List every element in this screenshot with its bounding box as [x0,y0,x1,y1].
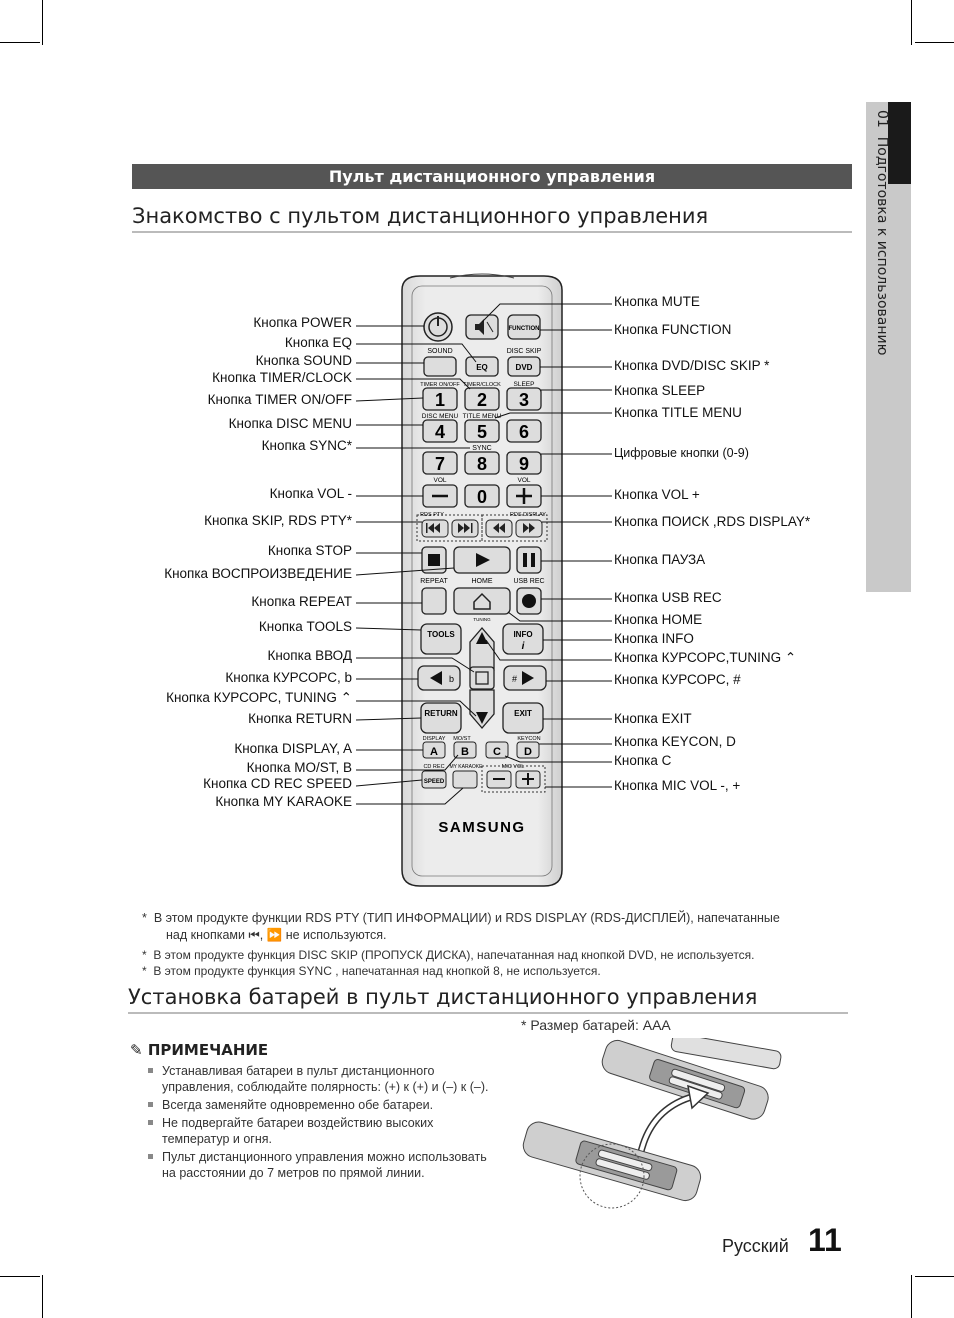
label-dvd-disc-skip: Кнопка DVD/DISC SKIP * [614,358,770,373]
label-function: Кнопка FUNCTION [614,322,732,337]
label-timer-on-off: Кнопка TIMER ON/OFF [207,392,352,407]
crop-mark [42,1275,43,1318]
section-bar: Пульт дистанционного управления [132,164,852,189]
pencil-icon: ✎ [130,1041,143,1059]
list-item: Всегда заменяйте одновременно обе батареи. [146,1097,496,1113]
speed-label: SPEED [423,779,445,785]
svg-text:i: i [521,641,525,652]
letter-c: C [493,746,501,758]
label-cursor-b: Кнопка КУРСОРС, b [225,670,352,685]
sync-label: SYNC [472,445,492,452]
notes-list [146,1063,496,1183]
label-info: Кнопка INFO [614,631,694,646]
label-exit: Кнопка EXIT [614,711,692,726]
display-label: DISPLAY [422,736,446,742]
label-vol-minus: Кнопка VOL - [269,486,352,501]
info-label: INFO [513,630,533,639]
repeat-label: REPEAT [420,578,448,585]
label-repeat: Кнопка REPEAT [251,594,352,609]
digit-3: 3 [518,390,530,410]
rds-display-label: RDS DISPLAY [510,512,546,518]
page-number: 11 [808,1222,842,1258]
digit-4: 4 [434,422,446,442]
vol-plus-label: VOL [517,477,531,484]
label-timer-clock: Кнопка TIMER/CLOCK [212,370,352,385]
label-enter: Кнопка ВВОД [267,648,352,663]
exit-label: EXIT [514,709,532,718]
digit-9: 9 [518,454,530,474]
footnote-sync: * В этом продукте функция SYNC , напечатанная над кнопкой 8, не используется. [142,964,601,978]
label-power: Кнопка POWER [253,315,352,330]
home-label: HOME [471,578,493,585]
keycon-label: KEYCON [517,736,541,742]
label-play: Кнопка ВОСПРОИЗВЕДЕНИЕ [164,566,352,581]
disc-skip-label: DISC SKIP [506,348,542,355]
battery-illustration [520,1038,800,1213]
label-sound: Кнопка SOUND [255,353,352,368]
digit-2: 2 [476,390,488,410]
chapter-number: 01 [874,110,890,128]
footnote-disc-skip-text: В этом продукте функция DISC SKIP (ПРОПУСК ДИСКА), напечатанная над кнопкой DVD, не используется. [153,948,755,962]
tuning-label: TUNING [473,617,491,622]
label-cursor-hash: Кнопка КУРСОРС, # [614,672,741,687]
label-pause: Кнопка ПАУЗА [614,552,706,567]
digit-1: 1 [434,390,446,410]
label-sync: Кнопка SYNC* [261,438,352,453]
label-return: Кнопка RETURN [248,711,352,726]
disc-menu-label: DISC MENU [421,413,459,420]
function-label: FUNCTION [508,326,540,332]
footnote-rds-line2: над кнопками ⏮, ⏩ не используются. [166,928,387,942]
svg-text:#: # [512,674,518,684]
return-button [421,703,461,733]
label-cd-rec-speed: Кнопка CD REC SPEED [203,776,352,791]
tools-label: TOOLS [427,630,455,639]
battery-size: * Размер батарей: AAA [521,1017,671,1033]
label-digit-buttons: Цифровые кнопки (0-9) [614,446,749,460]
most-label: MO/ST [453,736,471,742]
usb-rec-label: USB REC [513,578,545,585]
pause-button [517,547,541,573]
footnote-rds-line1: В этом продукте функции RDS PTY (ТИП ИНФОРМАЦИИ) и RDS DISPLAY (RDS-ДИСПЛЕЙ), напечатанные [153,911,780,925]
title-menu-label: TITLE MENU [462,413,502,420]
label-disc-menu: Кнопка DISC MENU [228,416,352,431]
repeat-button [422,588,446,614]
letter-b: B [461,746,469,758]
sound-button [424,357,456,376]
rds-pty-label: RDS PTY [420,512,444,518]
label-tools: Кнопка TOOLS [258,619,352,634]
label-title-menu: Кнопка TITLE MENU [614,405,742,420]
digit-7: 7 [434,454,446,474]
label-keycon-d: Кнопка KEYCON, D [614,734,736,749]
list-item: Устанавливая батареи в пульт дистанционного управления, соблюдайте полярность: (+) к (+) и (–) к (–). [146,1063,496,1095]
heading-battery: Установка батарей в пульт дистанционного управления [128,985,758,1009]
digit-8: 8 [476,454,488,474]
note-title [130,1041,268,1059]
exit-button [503,703,543,733]
micvol-label: MIC VOL [501,764,525,770]
tools-button [421,624,461,654]
footnote-sync-text: В этом продукте функция SYNC , напечатанная над кнопкой 8, не используется. [153,964,601,978]
digit-0: 0 [476,487,488,507]
chapter-title: Подготовка к использованию [874,136,890,356]
digit-5: 5 [476,422,488,442]
label-usb-rec: Кнопка USB REC [614,590,722,605]
label-sleep: Кнопка SLEEP [614,383,706,398]
mykaraoke-label: MY KARAOKE [449,764,483,770]
label-mic-vol: Кнопка MIC VOL -, + [614,778,741,793]
label-most-b: Кнопка MO/ST, B [246,760,352,775]
vol-minus-label: VOL [433,477,447,484]
label-display-a: Кнопка DISPLAY, A [234,741,352,756]
samsung-logo: SAMSUNG [438,819,526,836]
return-label: RETURN [424,709,458,718]
label-mute: Кнопка MUTE [614,294,700,309]
list-item: Не подвергайте батареи воздействию высоких температур и огня. [146,1115,496,1147]
enter-button [470,667,494,689]
note-title-text: ПРИМЕЧАНИЕ [147,1041,269,1059]
my-karaoke-button [453,771,477,788]
sleep-label: SLEEP [513,381,535,388]
label-c: Кнопка C [614,753,672,768]
svg-text:b: b [449,674,455,684]
heading-remote-intro: Знакомство с пультом дистанционного управления [132,204,709,228]
dvd-label: DVD [515,363,533,372]
crop-mark [915,1276,954,1277]
crop-mark [911,1275,912,1318]
label-search-rds-display: Кнопка ПОИСК ,RDS DISPLAY* [614,514,811,529]
footnote-rds: * В этом продукте функции RDS PTY (ТИП ИНФОРМАЦИИ) и RDS DISPLAY (RDS-ДИСПЛЕЙ), напечатанные [142,911,780,925]
footer-language: Русский [722,1236,789,1256]
label-stop: Кнопка STOP [267,543,352,558]
eq-label: EQ [476,363,488,372]
label-cursor-tuning-left: Кнопка КУРСОРС, TUNING ⌃ [166,690,352,705]
label-vol-plus: Кнопка VOL + [614,487,700,502]
label-skip-rds-pty: Кнопка SKIP, RDS PTY* [204,513,352,528]
home-button [454,588,510,614]
letter-d: D [524,746,532,758]
label-cursor-tuning-right: Кнопка КУРСОРС,TUNING ⌃ [614,650,797,665]
timer-on-off-label: TIMER ON/OFF [420,382,460,388]
label-home: Кнопка HOME [614,612,703,627]
crop-mark [0,1276,40,1277]
label-my-karaoke: Кнопка MY KARAOKE [215,794,352,809]
footnote-disc-skip: * В этом продукте функция DISC SKIP (ПРОПУСК ДИСКА), напечатанная над кнопкой DVD, не используется. [142,948,755,962]
heading-rule [128,1012,848,1014]
list-item: Пульт дистанционного управления можно использовать на расстоянии до 7 метров по прямой линии. [146,1149,496,1181]
cdrec-label: CD REC [423,764,445,770]
letter-a: A [430,746,438,758]
timer-clock-label: TIMER/CLOCK [463,382,501,388]
digit-6: 6 [518,422,530,442]
sound-label: SOUND [427,348,453,355]
label-eq: Кнопка EQ [284,335,352,350]
